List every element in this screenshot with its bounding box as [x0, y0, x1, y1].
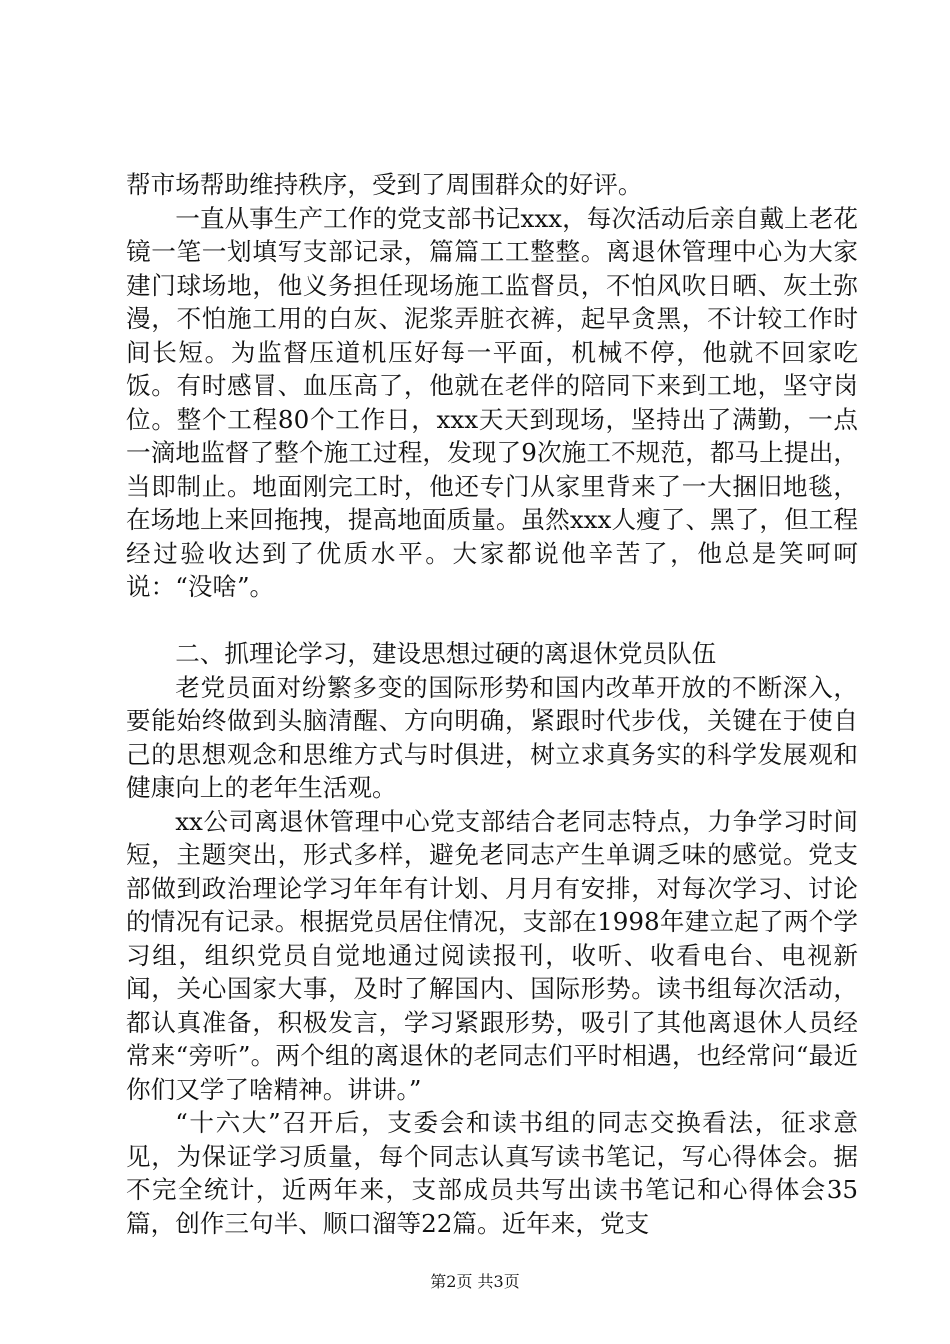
paragraph-sixteenth-congress: “十六大”召开后，支委会和读书组的同志交换看法，征求意见，为保证学习质量，每个同志认真写读书笔记，写心得体会。据不完全统计，近两年来，支部成员共写出读书笔记和心得体会35篇，创作三句半、顺口溜等22篇。近年来，党支	[126, 1108, 858, 1238]
paragraph-party-secretary: 一直从事生产工作的党支部书记xxx，每次活动后亲自戴上老花镜一笔一划填写支部记录，篇篇工工整整。离退休管理中心为大家建门球场地，他义务担任现场施工监督员，不怕风吹日晒、灰土弥漫，不怕施工用的白灰、泥浆弄脏衣裤，起早贪黑，不计较工作时间长短。为监督压道机压好每一平面，机械不停，他就不回家吃饭。有时感冒、血压高了，他就在老伴的陪同下来到工地，坚守岗位。整个工程80个工作日，xxx天天到现场，坚持出了满勤，一点一滴地监督了整个施工过程，发现了9次施工不规范，都马上提出，当即制止。地面刚完工时，他还专门从家里背来了一大捆旧地毯，在场地上来回拖拽，提高地面质量。虽然xxx人瘦了、黑了，但工程经过验收达到了优质水平。大家都说他辛苦了，他总是笑呵呵说：“没啥”。	[126, 203, 858, 601]
paragraph-continuation: 帮市场帮助维持秩序，受到了周围群众的好评。	[126, 170, 643, 199]
section-heading: 二、抓理论学习，建设思想过硬的离退休党员队伍	[175, 639, 717, 668]
document-body	[126, 168, 858, 1240]
paragraph-study-groups: xx公司离退休管理中心党支部结合老同志特点，力争学习时间短，主题突出，形式多样，避免老同志产生单调乏味的感觉。党支部做到政治理论学习年年有计划、月月有安排，对每次学习、讨论的情况有记录。根据党员居住情况，支部在1998年建立起了两个学习组，组织党员自觉地通过阅读报刊，收听、收看电台、电视新闻，关心国家大事，及时了解国内、国际形势。读书组每次活动，都认真准备，积极发言，学习紧跟形势，吸引了其他离退休人员经常来“旁听”。两个组的离退休的老同志们平时相遇，也经常问“最近你们又学了啥精神。讲讲。”	[126, 806, 858, 1104]
paragraph-old-members: 老党员面对纷繁多变的国际形势和国内改革开放的不断深入，要能始终做到头脑清醒、方向明确，紧跟时代步伐，关键在于使自己的思想观念和思维方式与时俱进，树立求真务实的科学发展观和健康向上的老年生活观。	[126, 672, 858, 802]
page-footer: 第2页 共3页	[430, 1272, 520, 1291]
